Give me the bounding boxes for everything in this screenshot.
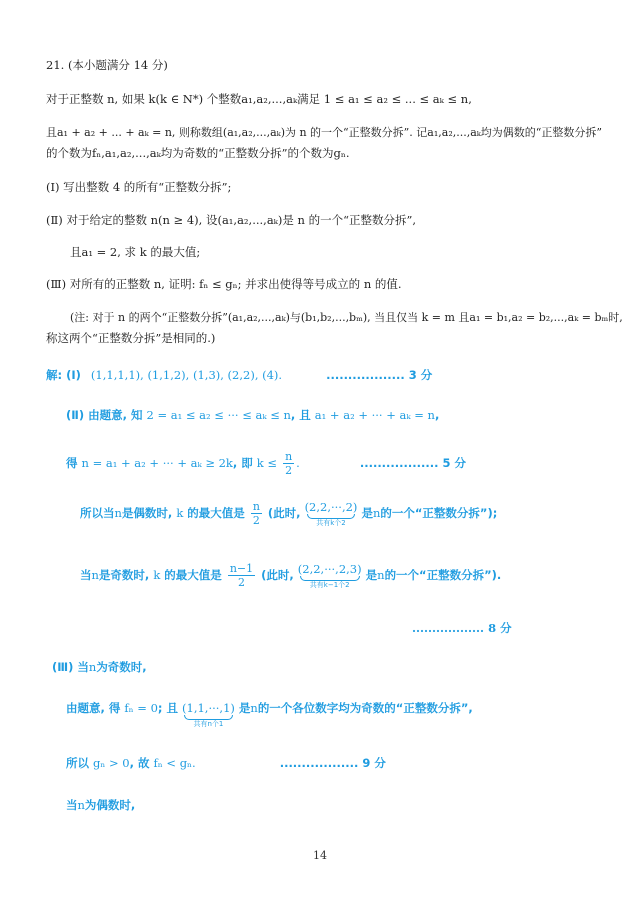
partitions-of-4: (1,1,1,1), (1,1,2), (1,3), (2,2), (4). bbox=[90, 368, 283, 382]
solution-part-3-line-3: 所以 gₙ > 0, 故 fₙ < gₙ. .................. 9 分 bbox=[66, 756, 386, 770]
even-partition-tuple: (2,2,···,2) 共有k个2 bbox=[304, 500, 358, 527]
k-variable: k bbox=[176, 506, 184, 520]
score-9: .................. 9 分 bbox=[279, 756, 386, 770]
part-2-comma: , bbox=[434, 408, 440, 422]
derive-mid: , 即 bbox=[232, 456, 253, 470]
question-1: (Ⅰ) 写出整数 4 的所有“正整数分拆”; bbox=[46, 180, 232, 194]
sum-equation: a₁ + a₂ + ··· + aₖ = n bbox=[314, 408, 435, 422]
inequality-chain: 2 = a₁ ≤ a₂ ≤ ··· ≤ aₖ ≤ n bbox=[146, 408, 291, 422]
solution-part-2-line-1 bbox=[66, 408, 439, 422]
solution-part-3-line-2: 由题意, 得 fₙ = 0; 且 (1,1,···,1) 共有n个1 是n的一个各位数字均为奇数的“正整数分拆”, bbox=[66, 701, 473, 728]
solution-part-2-line-2: 得 n = a₁ + a₂ + ··· + aₖ ≥ 2k, 即 k ≤ $\frac{n}{2}$ . .................. 5 分 bbox=[66, 450, 466, 477]
score-8: .................. 8 分 bbox=[412, 621, 512, 635]
solution-part-3-line-1: (Ⅲ) 当n为奇数时, bbox=[52, 660, 147, 674]
problem-paragraph-3: 的个数为fₙ,a₁,a₂,...,aₖ均为奇数的“正整数分拆”的个数为gₙ. bbox=[46, 146, 350, 160]
question-2-line-1: (Ⅱ) 对于给定的整数 n(n ≥ 4), 设(a₁,a₂,...,aₖ)是 n 的一个“正整数分拆”, bbox=[46, 213, 416, 227]
problem-paragraph-2: 且a₁ + a₂ + ... + aₖ = n, 则称数组(a₁,a₂,...,aₖ)为 n 的一个“正整数分拆”. 记a₁,a₂,...,aₖ均为偶数的“正整数分拆” bbox=[46, 126, 603, 139]
f-n-zero: fₙ = 0 bbox=[124, 701, 158, 715]
g-n-positive: gₙ > 0 bbox=[93, 756, 130, 770]
note-line-1: (注: 对于 n 的两个“正整数分拆”(a₁,a₂,...,aₖ)与(b₁,b₂,...,bₘ), 当且仅当 k = m 且a₁ = b₁,a₂ = b₂,...,aₖ = bₘ时, bbox=[70, 311, 623, 324]
odd-partition-tuple: (2,2,···,2,3) 共有k−1个2 bbox=[297, 562, 362, 589]
score-5: .................. 5 分 bbox=[359, 456, 466, 470]
problem-header: 21. (本小题满分 14 分) bbox=[46, 58, 168, 72]
solution-label: 解: (Ⅰ) bbox=[46, 368, 81, 382]
solution-part-2-line-3: 所以当n是偶数时, k 的最大值是 $\frac{n}{2}$ (此时, (2,2,···,2) 共有k个2 是n的一个“正整数分拆”); bbox=[80, 500, 498, 527]
question-2-line-2: 且a₁ = 2, 求 k 的最大值; bbox=[70, 245, 201, 259]
question-3: (Ⅲ) 对所有的正整数 n, 证明: fₙ ≤ gₙ; 并求出使得等号成立的 n 的值. bbox=[46, 277, 402, 291]
n-over-2-fraction-even: $\frac{n}{2}$ bbox=[252, 500, 260, 527]
page-number: 14 bbox=[313, 849, 327, 862]
f-less-than-g: fₙ < gₙ bbox=[153, 756, 193, 770]
score-3: .................. 3 分 bbox=[326, 368, 433, 382]
solution-part-1 bbox=[46, 368, 432, 382]
derive-label: 得 bbox=[66, 456, 78, 470]
n-over-2-fraction: $\frac{n}{2}$ bbox=[285, 450, 293, 477]
ones-partition-tuple: (1,1,···,1) 共有n个1 bbox=[182, 701, 235, 728]
solution-part-3-line-4: 当n为偶数时, bbox=[66, 798, 136, 812]
note-line-2: 称这两个“正整数分拆”是相同的.) bbox=[46, 331, 216, 345]
n-variable: n bbox=[114, 506, 122, 520]
part-2-intro: (Ⅱ) 由题意, 知 bbox=[66, 408, 143, 422]
k-bound: k ≤ bbox=[256, 456, 278, 470]
sum-bound: n = a₁ + a₂ + ··· + aₖ ≥ 2k bbox=[81, 456, 233, 470]
solution-part-2-line-4: 当n是奇数时, k 的最大值是 $\frac{n-1}{2}$ (此时, (2,2,···,2,3) 共有k−1个2 是n的一个“正整数分拆”). bbox=[80, 562, 502, 589]
part-2-and: , 且 bbox=[290, 408, 311, 422]
n-minus-1-over-2-fraction: $\frac{n-1}{2}$ bbox=[229, 562, 254, 589]
problem-paragraph-1: 对于正整数 n, 如果 k(k ∈ N*) 个整数a₁,a₂,...,aₖ满足 1 ≤ a₁ ≤ a₂ ≤ ... ≤ aₖ ≤ n, bbox=[46, 92, 472, 106]
